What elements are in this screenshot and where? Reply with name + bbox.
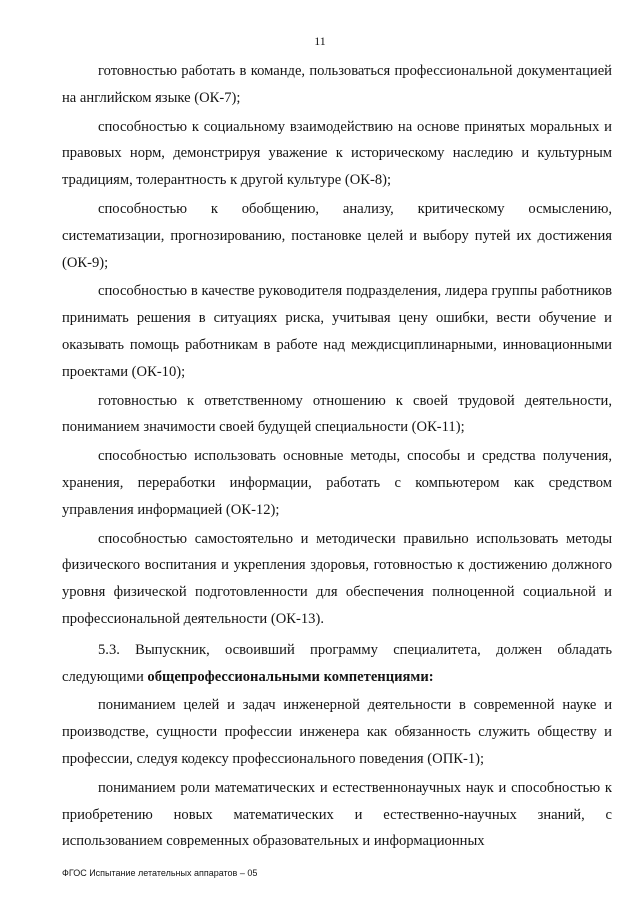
- section-5-3-paragraph: [62, 637, 612, 691]
- section-5-3-text: 5.3. Выпускник, освоивший программу специалитета, должен обладать следующими: [62, 641, 612, 685]
- paragraph-ok-13: способностью самостоятельно и методически правильно использовать методы физического воспитания и укрепления здоровья, готовностью к достижению должного уровня физической подготовленности для обеспечения полноценной социальной и профессиональной деятельности (ОК-13).: [62, 530, 612, 627]
- page-number: 11: [314, 34, 326, 48]
- paragraph-opk-1: пониманием целей и задач инженерной деятельности в современной науке и производстве, сущности профессии инженера как обязанность служить обществу и профессии, следуя кодексу профессионального поведения (ОПК-1);: [62, 697, 612, 767]
- paragraph-ok-9: способностью к обобщению, анализу, критическому осмыслению, систематизации, прогнозированию, постановке целей и выбору путей их достижения (ОК-9);: [62, 200, 612, 271]
- paragraph-ok-12: способностью использовать основные методы, способы и средства получения, хранения, переработки информации, работать с компьютером как средством управления информацией (ОК-12);: [62, 448, 612, 518]
- document-body: [62, 58, 612, 857]
- paragraph-ok-10: способностью в качестве руководителя подразделения, лидера группы работников принимать решения в ситуациях риска, учитывая цену ошибки, вести обучение и оказывать помощь работникам в работе над междисциплинарными, инновационными проектами (ОК-10);: [62, 283, 612, 380]
- section-5-3-bold-term: общепрофессиональными компетенциями:: [147, 668, 434, 685]
- paragraph-ok-7: готовностью работать в команде, пользоваться профессиональной документацией на английском языке (ОК-7);: [62, 63, 612, 106]
- page-footer: ФГОС Испытание летательных аппаратов – 05: [62, 868, 258, 878]
- paragraph-ok-8: способностью к социальному взаимодействию на основе принятых моральных и правовых норм, демонстрируя уважение к историческому наследию и культурным традициям, толерантность к другой культуре (ОК-8);: [62, 118, 612, 189]
- paragraph-opk-2: пониманием роли математических и естественнонаучных наук и способностью к приобретению новых математических и естественно-научных знаний, с использованием современных образовательных и информационных: [62, 779, 612, 850]
- paragraph-ok-11: готовностью к ответственному отношению к своей трудовой деятельности, пониманием значимости своей будущей специальности (ОК-11);: [62, 392, 612, 436]
